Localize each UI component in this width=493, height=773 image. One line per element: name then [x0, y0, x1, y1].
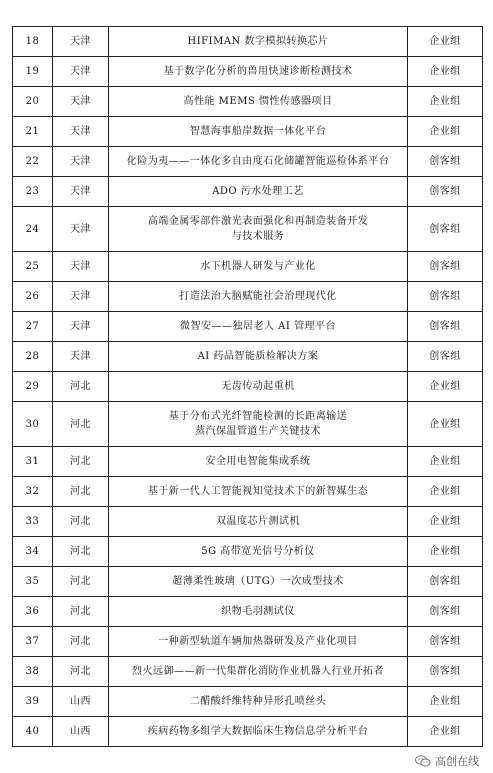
project-name-cell: 微智安——独居老人 AI 管理平台 [109, 312, 408, 342]
group-cell: 创客组 [408, 657, 483, 687]
region-cell: 天津 [53, 27, 109, 57]
project-name-cell: 打造法治大脑赋能社会治理现代化 [109, 282, 408, 312]
watermark [415, 753, 479, 769]
project-name-cell: 二醋酸纤维特种异形孔喷丝头 [109, 687, 408, 717]
table-row [13, 312, 483, 342]
group-cell: 创客组 [408, 597, 483, 627]
group-cell: 企业组 [408, 717, 483, 747]
project-name-cell: 高性能 MEMS 惯性传感器项目 [109, 87, 408, 117]
table-row [13, 507, 483, 537]
project-name-cell [109, 207, 408, 252]
group-cell: 创客组 [408, 282, 483, 312]
table-row [13, 717, 483, 747]
table-row [13, 177, 483, 207]
region-cell: 河北 [53, 597, 109, 627]
project-name-cell: AI 药品智能质检解决方案 [109, 342, 408, 372]
table-row [13, 252, 483, 282]
row-number-cell: 23 [13, 177, 53, 207]
project-name-cell: 5G 高带宽光信号分析仪 [109, 537, 408, 567]
project-name-cell: 烈火远御——新一代集群化消防作业机器人行业开拓者 [109, 657, 408, 687]
table-row [13, 627, 483, 657]
group-cell: 创客组 [408, 207, 483, 252]
region-cell: 河北 [53, 372, 109, 402]
row-number-cell: 38 [13, 657, 53, 687]
project-name-cell: HIFIMAN 数字模拟转换芯片 [109, 27, 408, 57]
table-row [13, 597, 483, 627]
project-name-cell: 化险为夷——一体化多自由度石化储罐智能巡检体系平台 [109, 147, 408, 177]
row-number-cell: 35 [13, 567, 53, 597]
row-number-cell: 20 [13, 87, 53, 117]
group-cell: 企业组 [408, 507, 483, 537]
project-name-cell: 安全用电智能集成系统 [109, 447, 408, 477]
group-cell: 企业组 [408, 57, 483, 87]
region-cell: 天津 [53, 177, 109, 207]
region-cell: 河北 [53, 627, 109, 657]
row-number-cell: 36 [13, 597, 53, 627]
region-cell: 天津 [53, 312, 109, 342]
group-cell: 企业组 [408, 687, 483, 717]
group-cell: 创客组 [408, 312, 483, 342]
row-number-cell: 39 [13, 687, 53, 717]
table-row [13, 402, 483, 447]
project-name-cell: 无齿传动起重机 [109, 372, 408, 402]
group-cell: 企业组 [408, 537, 483, 567]
region-cell: 河北 [53, 402, 109, 447]
table-row [13, 567, 483, 597]
group-cell: 企业组 [408, 477, 483, 507]
project-name-cell [109, 402, 408, 447]
table-row [13, 87, 483, 117]
project-name-cell: 疾病药物多组学大数据临床生物信息学分析平台 [109, 717, 408, 747]
region-cell: 天津 [53, 117, 109, 147]
region-cell: 河北 [53, 657, 109, 687]
table-row [13, 477, 483, 507]
row-number-cell: 28 [13, 342, 53, 372]
group-cell: 创客组 [408, 177, 483, 207]
region-cell: 山西 [53, 717, 109, 747]
group-cell: 企业组 [408, 372, 483, 402]
project-name-line: 蒸汽保温管道生产关键技术 [195, 426, 321, 437]
project-name-cell: ADO 污水处理工艺 [109, 177, 408, 207]
region-cell: 天津 [53, 57, 109, 87]
row-number-cell: 22 [13, 147, 53, 177]
row-number-cell: 24 [13, 207, 53, 252]
row-number-cell: 29 [13, 372, 53, 402]
table-row [13, 147, 483, 177]
group-cell: 创客组 [408, 342, 483, 372]
row-number-cell: 33 [13, 507, 53, 537]
table-row [13, 342, 483, 372]
table-row [13, 447, 483, 477]
project-name-cell: 基于数字化分析的兽用快速诊断检测技术 [109, 57, 408, 87]
project-name-cell: 织物毛羽测试仪 [109, 597, 408, 627]
project-name-line: 基于分布式光纤智能检测的长距离输送 [168, 411, 348, 422]
row-number-cell: 21 [13, 117, 53, 147]
group-cell: 企业组 [408, 87, 483, 117]
project-name-cell: 一种新型轨道车辆加热器研发及产业化项目 [109, 627, 408, 657]
row-number-cell: 32 [13, 477, 53, 507]
watermark-text: 高创在线 [435, 755, 479, 768]
region-cell: 山西 [53, 687, 109, 717]
region-cell: 天津 [53, 282, 109, 312]
table-row [13, 117, 483, 147]
row-number-cell: 37 [13, 627, 53, 657]
row-number-cell: 27 [13, 312, 53, 342]
table-row [13, 537, 483, 567]
project-list-table [12, 26, 483, 747]
row-number-cell: 34 [13, 537, 53, 567]
table-row [13, 57, 483, 87]
table-row [13, 27, 483, 57]
project-name-line: 与技术服务 [231, 231, 285, 242]
region-cell: 天津 [53, 87, 109, 117]
region-cell: 天津 [53, 147, 109, 177]
group-cell: 企业组 [408, 402, 483, 447]
region-cell: 河北 [53, 477, 109, 507]
wechat-icon [415, 755, 431, 767]
region-cell: 天津 [53, 252, 109, 282]
row-number-cell: 19 [13, 57, 53, 87]
table-row [13, 687, 483, 717]
group-cell: 创客组 [408, 252, 483, 282]
region-cell: 河北 [53, 507, 109, 537]
row-number-cell: 31 [13, 447, 53, 477]
group-cell: 企业组 [408, 27, 483, 57]
table-body [13, 27, 483, 747]
row-number-cell: 25 [13, 252, 53, 282]
project-name-cell: 基于新一代人工智能视知觉技术下的新智媒生态 [109, 477, 408, 507]
region-cell: 河北 [53, 447, 109, 477]
project-name-cell: 超薄柔性玻璃（UTG）一次成型技术 [109, 567, 408, 597]
region-cell: 天津 [53, 342, 109, 372]
row-number-cell: 18 [13, 27, 53, 57]
group-cell: 创客组 [408, 147, 483, 177]
table-row [13, 282, 483, 312]
group-cell: 创客组 [408, 567, 483, 597]
region-cell: 河北 [53, 567, 109, 597]
group-cell: 企业组 [408, 117, 483, 147]
row-number-cell: 30 [13, 402, 53, 447]
region-cell: 河北 [53, 537, 109, 567]
region-cell: 天津 [53, 207, 109, 252]
group-cell: 企业组 [408, 447, 483, 477]
project-name-cell: 双温度芯片测试机 [109, 507, 408, 537]
row-number-cell: 40 [13, 717, 53, 747]
table-row [13, 372, 483, 402]
project-name-cell: 智慧海事船岸数据一体化平台 [109, 117, 408, 147]
table-row [13, 207, 483, 252]
row-number-cell: 26 [13, 282, 53, 312]
project-name-line: 高端金属零部件激光表面强化和再制造装备开发 [147, 216, 369, 227]
table-row [13, 657, 483, 687]
project-name-cell: 水下机器人研发与产业化 [109, 252, 408, 282]
group-cell: 创客组 [408, 627, 483, 657]
